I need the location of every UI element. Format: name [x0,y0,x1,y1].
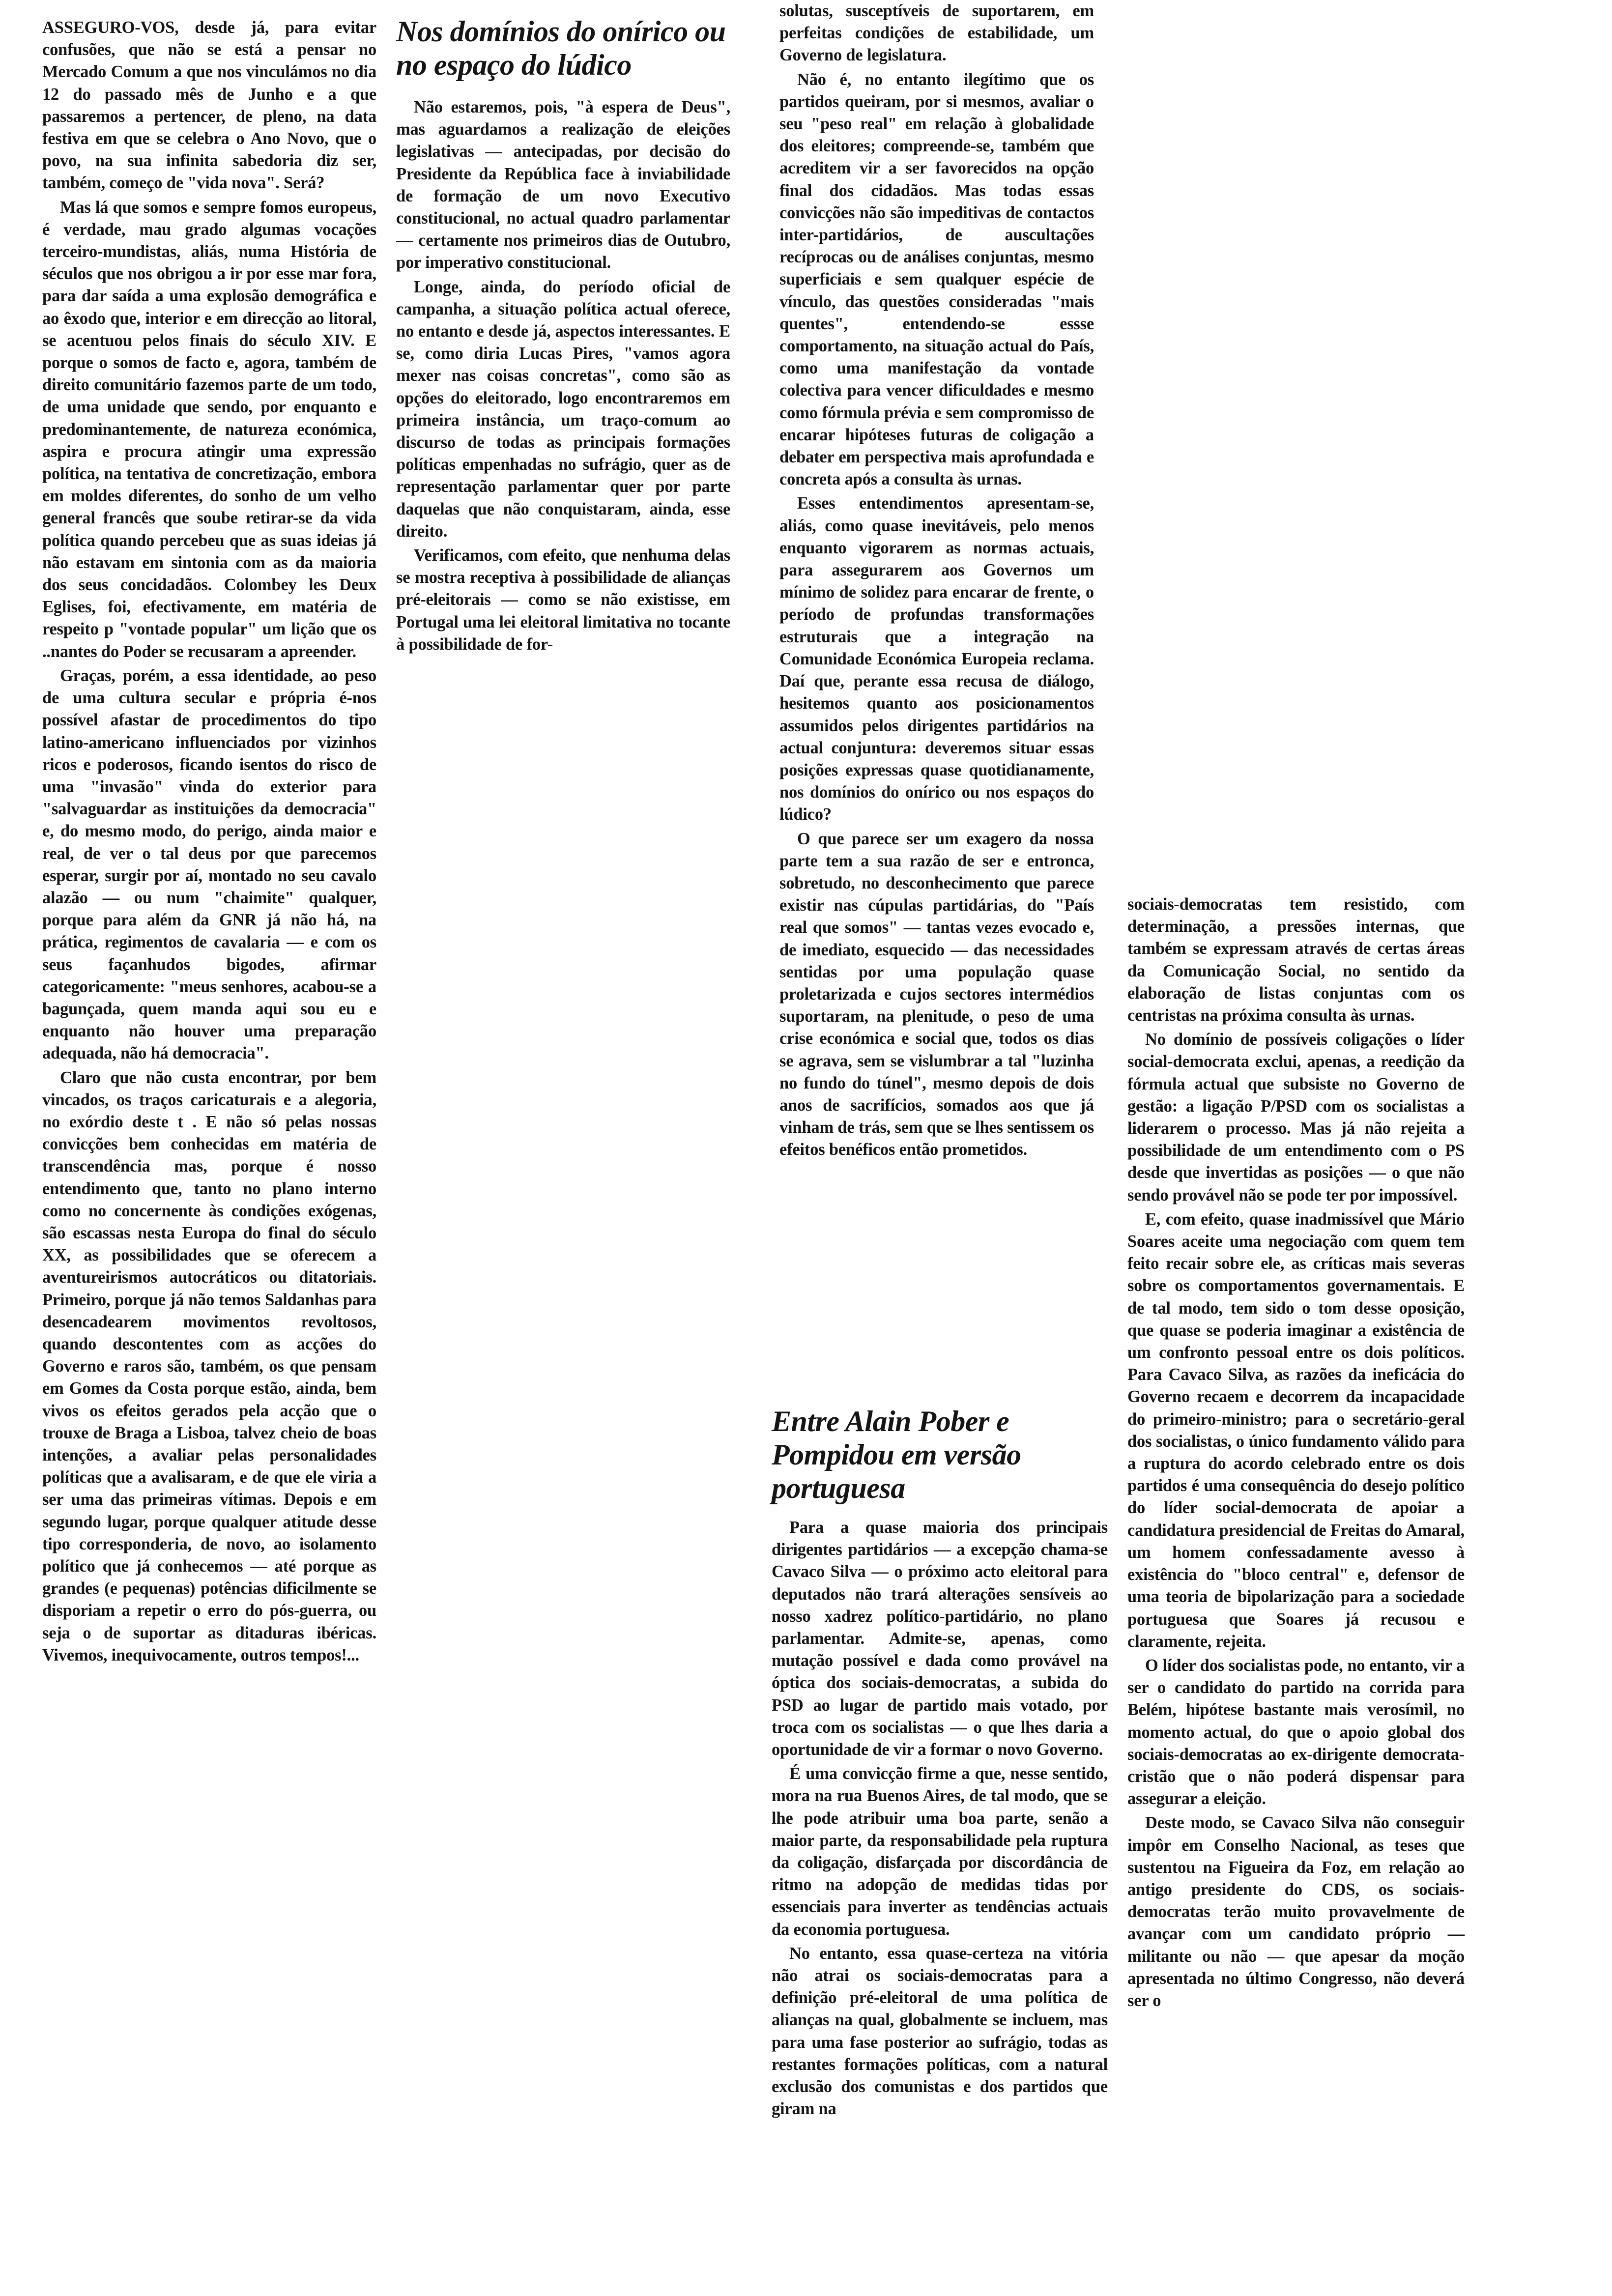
paragraph: Graças, porém, a essa identidade, ao peso de uma cultura secular e própria é-nos possível afastar de procedimentos do tipo latino-americano influenciados por vizinhos ricos e poderosos, ficando isentos do risco de uma "invasão" vinda do exterior para "salvaguardar as instituições da democracia" e, do mesmo modo, do perigo, ainda maior e real, de ver o tal deus por que parecemos esperar, surgir por aí, montado no seu cavalo alazão — ou num "chaimite" qualquer, porque para além da GNR já não há, na prática, regimentos de cavalaria — e com os seus façanhudos bigodes, afirmar categoricamente: "meus senhores, acabou-se a bagunçada, quem manda aqui sou eu e enquanto não houver uma preparação adequada, não há democracia". [42,666,376,1063]
section-heading: Nos domínios do onírico ou no espaço do lúdico [396,15,726,81]
article-column-5 [1127,893,1465,2014]
paragraph: É uma convicção firme a que, nesse sentido, mora na rua Buenos Aires, de tal modo, que se lhe pode atribuir uma boa parte, senão a maior parte, da responsabilidade pela ruptura da coligação, disfarçada por discordância de ritmo na adopção de medidas tidas por essenciais para inverter as tendências actuais da economia portuguesa. [772,1764,1108,1939]
paragraph: solutas, susceptíveis de suportarem, em perfeitas condições de estabilidade, um Governo de legislatura. [779,1,1094,65]
article-column-3 [779,0,1094,1163]
paragraph: Verificamos, com efeito, que nenhuma delas se mostra receptiva à possibilidade de alianças pré-eleitorais — como se não existisse, em Portugal uma lei eleitoral limitativa no tocante à possibilidade de for- [396,546,730,654]
paragraph: Claro que não custa encontrar, por bem vincados, os traços caricaturais e a alegoria, no exórdio deste t . E não só pelas nossas convicções bem conhecidas em matéria de transcendência mas, porque é nosso entendimento que, tanto no plano interno como no concernente às condições exógenas, são escassas nesta Europa do final do século XX, as possibilidades que se oferecem a aventureirismos autocráticos ou ditatoriais. Primeiro, porque já não temos Saldanhas para desencadearem movimentos revoltosos, quando descontentes com as acções do Governo e raros são, também, os que pensam em Gomes da Costa porque estão, ainda, bem vivos os efeitos gerados pela acção que o trouxe de Braga a Lisboa, talvez cheio de boas intenções, a avaliar pelas personalidades políticas que a avalisaram, e de que ele viria a ser uma das primeiras vítimas. Depois e em segundo lugar, porque qualquer atitude desse tipo corresponderia, de novo, ao isolamento político que já conhecemos — até porque as grandes (e pequenas) potências dificilmente se disporiam a repetir o erro do pós-guerra, ou seja o de suportar as ditaduras ibéricas. Vivemos, inequivocamente, outros tempos!... [42,1068,376,1665]
paragraph: O líder dos socialistas pode, no entanto, vir a ser o candidato do partido na corrida para Belém, hipótese bastante mais verosímil, no momento actual, do que o apoio global dos sociais-democratas ao ex-dirigente democrata-cristão que o não poderá dispensar para assegurar a eleição. [1127,1656,1465,1808]
article-column-1 [42,17,376,1668]
article-column-2 [396,15,730,658]
paragraph: Mas lá que somos e sempre fomos europeus, é verdade, mau grado algumas vocações terceiro-mundistas, aliás, numa História de séculos que nos obrigou a ir por esse mar fora, para dar saída a uma explosão demográfica e ao êxodo que, interior e em direcção ao litoral, se acentuou pelos finais do século XIV. E porque o somos de facto e, agora, também de direito comunitário fazemos parte de um todo, de uma unidade que sendo, por enquanto e predominantemente, de natureza económica, aspira e procura atingir uma expressão política, na tentativa de concretização, embora em moldes diferentes, do sonho de um velho general francês que soube retirar-se da vida política quando percebeu que as suas ideias já não estavam em sintonia com as da maioria dos seus concidadãos. Colombey les Deux Eglises, foi, efectivamente, em matéria de respeito p "vontade popular" um lição que os ..nantes do Poder se recusaram a apreender. [42,198,376,661]
paragraph: Não estaremos, pois, "à espera de Deus", mas aguardamos a realização de eleições legislativas — antecipadas, por decisão do Presidente da República face à inviabilidade de formação de um novo Executivo constitucional, no actual quadro parlamentar — certamente nos primeiros dias de Outubro, por imperativo constitucional. [396,98,730,272]
paragraph: O que parece ser um exagero da nossa parte tem a sua razão de ser e entronca, sobretudo, no desconhecimento que parece existir nas cúpulas partidárias, do "País real que somos" — tantas vezes evocado e, de imediato, esquecido — das necessidades sentidas por uma população quase proletarizada e cujos sectores intermédios suportaram, na plenitude, o peso de uma crise económica e social que, todos os dias se agrava, sem se vislumbrar a tal "luzinha no fundo do túnel", mesmo depois de dois anos de sacrifícios, somados aos que já vinham de trás, sem que se lhes sentissem os efeitos benéficos então prometidos. [779,829,1094,1159]
paragraph: No entanto, essa quase-certeza na vitória não atrai os sociais-democratas para a definição pré-eleitoral de uma política de alianças na qual, globalmente se incluem, mas para uma fase posterior ao sufrágio, todas as restantes formações políticas, com a natural exclusão dos comunistas e dos partidos que giram na [772,1944,1108,2119]
paragraph: Para a quase maioria dos principais dirigentes partidários — a excepção chama-se Cavaco Silva — o próximo acto eleitoral para deputados não trará alterações sensíveis ao nosso xadrez político-partidário, no plano parlamentar. Admite-se, apenas, como mutação possível e dada como provável na óptica dos sociais-democratas, a subida do PSD ao lugar de partido mais votado, por troca com os socialistas — o que lhes daria a oportunidade de vir a formar o novo Governo. [772,1518,1108,1759]
paragraph: No domínio de possíveis coligações o líder social-democrata exclui, apenas, a reedição da fórmula actual que subsiste no Governo de gestão: a ligação P/PSD com os socialistas a liderarem o processo. Mas já não rejeita a possibilidade de um entendimento com o PS desde que invertidas as posições — o que não sendo provável não se pode ter por impossível. [1127,1030,1465,1205]
paragraph: Esses entendimentos apresentam-se, aliás, como quase inevitáveis, pelo menos enquanto vigorarem as normas actuais, para assegurarem aos Governos um mínimo de solidez para encarar de frente, o período de profundas transformações estruturais que a integração na Comunidade Económica Europeia reclama. Daí que, perante essa recusa de diálogo, hesitemos quanto aos posicionamentos assumidos pelos dirigentes partidários na actual conjuntura: deveremos situar essas posições expressas quase quotidianamente, nos domínios do onírico ou nos espaços do lúdico? [779,494,1094,824]
paragraph: Deste modo, se Cavaco Silva não conseguir impôr em Conselho Nacional, as teses que sustentou na Figueira da Foz, em relação ao antigo presidente do CDS, os sociais-democratas terão muito provavelmente de avançar com um candidato próprio — militante ou não — que apesar da moção apresentada no último Congresso, não deverá ser o [1127,1813,1465,2010]
paragraph: ASSEGURO-VOS, desde já, para evitar confusões, que não se está a pensar no Mercado Comum a que nos vinculámos no dia 12 do passado mês de Junho e a que passaremos a pertencer, de pleno, na data festiva em que se celebra o Ano Novo, que o povo, na sua infinita sabedoria diz ser, também, começo de "vida nova". Será? [42,18,376,193]
article-column-4 [772,1405,1108,2122]
paragraph: Longe, ainda, do período oficial de campanha, a situação política actual oferece, no entanto e desde já, aspectos interessantes. E se, como diria Lucas Pires, "vamos agora mexer nas coisas concretas", como são as opções do eleitorado, logo encontraremos em primeira instância, um traço-comum ao discurso de todas as principais formações políticas empenhadas no sufrágio, quer as de representação parlamentar quer por parte daquelas que não conquistaram, ainda, esse direito. [396,277,730,541]
paragraph: E, com efeito, quase inadmissível que Mário Soares aceite uma negociação com quem tem feito recair sobre ele, as críticas mais severas sobre os comportamentos governamentais. E de tal modo, tem sido o tom desse oposição, que quase se poderia imaginar a existência de um confronto pessoal entre os dois políticos. Para Cavaco Silva, as razões da ineficácia do Governo recaem e decorrem da incapacidade do primeiro-ministro; para o secretário-geral dos socialistas, o único fundamento válido para a ruptura do acordo celebrado entre os dois partidos é uma consequência do desejo político do líder social-democrata de apoiar a candidatura presidencial de Freitas do Amaral, um homem confessadamente avesso à existência do "bloco central" e, defensor de uma teoria de bipolarização para a sociedade portuguesa que Soares já recusou e claramente, rejeita. [1127,1209,1465,1651]
paragraph: sociais-democratas tem resistido, com determinação, a pressões internas, que também se expressam através de certas áreas da Comunicação Social, no sentido da elaboração de listas conjuntas com os centristas na próxima consulta às urnas. [1127,895,1465,1025]
section-heading: Entre Alain Pober e Pompidou em versão portuguesa [772,1405,1021,1504]
paragraph: Não é, no entanto ilegítimo que os partidos queiram, por si mesmos, avaliar o seu "peso real" em relação à globalidade dos eleitores; compreende-se, também que acreditem vir a ser favorecidos na opção final dos cidadãos. Mas todas essas convicções não são impeditivas de contactos inter-partidários, de auscultações recíprocas ou de análises conjuntas, mesmo superficiais e sem qualquer espécie de vínculo, das questões consideradas "mais quentes", entendendo-se essse comportamento, na situação actual do País, como uma manifestação da vontade colectiva para vencer dificuldades e mesmo como fórmula prévia e sem compromisso de encarar hipóteses futuras de coligação a debater em perspectiva mais aprofundada e concreta após a consulta às urnas. [779,70,1094,489]
